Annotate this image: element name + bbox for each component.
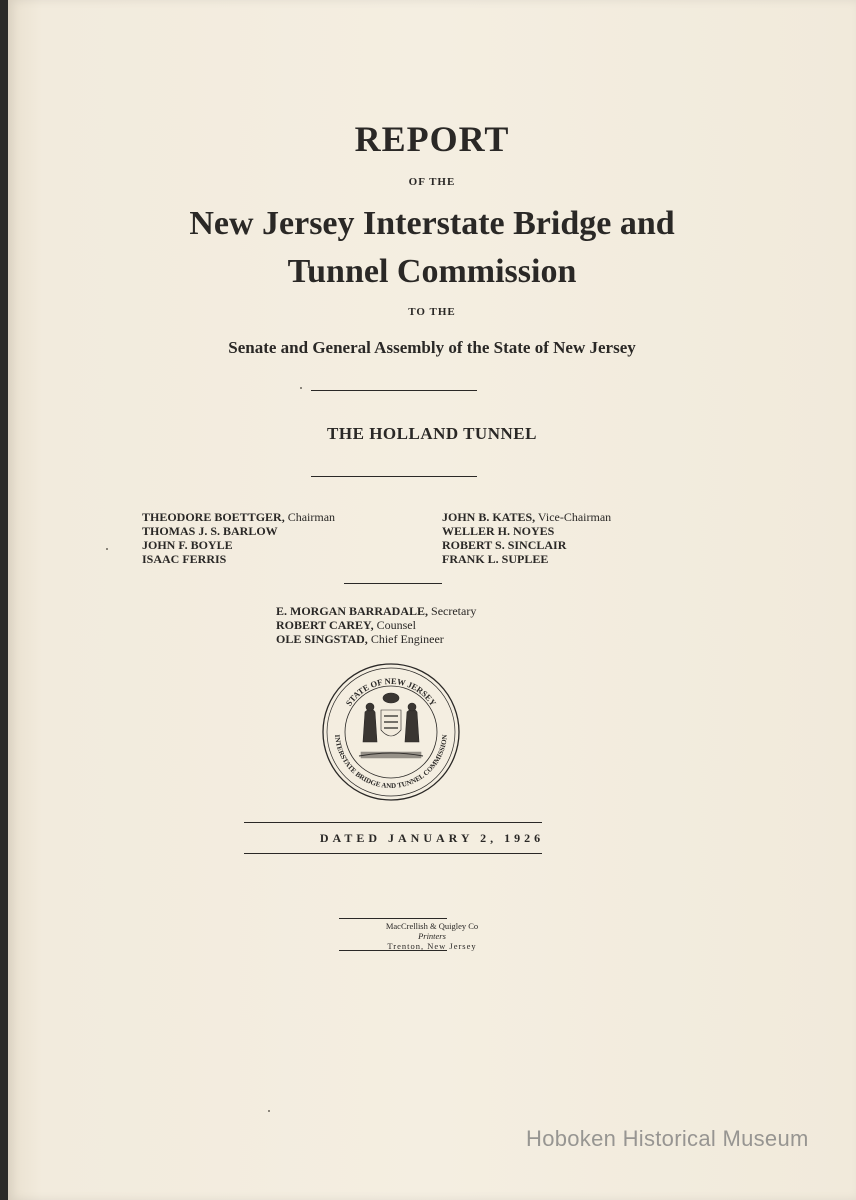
commissioner-entry [142, 524, 335, 538]
commissioner-name: ROBERT S. SINCLAIR [442, 538, 567, 552]
commissioner-role: Vice-Chairman [535, 510, 612, 524]
seal-top-text: STATE OF NEW JERSEY [343, 675, 439, 708]
to-the-text: TO THE [408, 306, 456, 318]
officers-list [276, 604, 476, 646]
commissioner-name: ISAAC FERRIS [142, 552, 227, 566]
subject-heading: THE HOLLAND TUNNEL [327, 424, 537, 443]
state-seal-icon [321, 662, 461, 802]
officer-name: E. MORGAN BARRADALE, [276, 604, 429, 618]
commissioners-right-column [442, 510, 611, 566]
recipient-line: Senate and General Assembly of the State of New Jersey [228, 338, 636, 357]
commissioner-name: THOMAS J. S. BARLOW [142, 524, 278, 538]
date-line: DATED JANUARY 2, 1926 [319, 831, 545, 845]
commissioner-entry [142, 552, 335, 566]
officer-entry [276, 632, 476, 646]
of-the-text: OF THE [408, 176, 456, 188]
report-heading: REPORT [354, 119, 510, 159]
museum-watermark: Hoboken Historical Museum [526, 1126, 809, 1151]
commission-title-line1: New Jersey Interstate Bridge and [189, 205, 675, 242]
divider [311, 476, 477, 477]
commissioner-entry [442, 524, 611, 538]
commissioner-entry [442, 538, 611, 552]
divider [244, 853, 542, 854]
officer-entry [276, 604, 476, 618]
divider [344, 583, 442, 584]
printer-imprint [8, 918, 856, 951]
commissioner-name: THEODORE BOETTGER, [142, 510, 285, 524]
seal-bottom-text: INTERSTATE BRIDGE AND TUNNEL COMMISSION [333, 734, 449, 791]
officer-name: ROBERT CAREY, [276, 618, 374, 632]
officer-role: Chief Engineer [367, 632, 444, 646]
officer-role: Counsel [373, 618, 416, 632]
officer-role: Secretary [428, 604, 477, 618]
commissioner-name: JOHN F. BOYLE [142, 538, 233, 552]
document-page [8, 0, 856, 1200]
commissioner-name: WELLER H. NOYES [442, 524, 555, 538]
divider [244, 822, 542, 823]
commissioner-entry [142, 510, 335, 524]
commissioners-left-column [142, 510, 335, 566]
officer-entry [276, 618, 476, 632]
commission-title-line2: Tunnel Commission [287, 253, 577, 290]
paper-speck [106, 548, 108, 550]
commissioner-entry [442, 510, 611, 524]
commissioner-role: Chairman [284, 510, 336, 524]
commissioner-name: FRANK L. SUPLEE [442, 552, 549, 566]
commissioner-entry [442, 552, 611, 566]
printer-name: MacCrellish & Quigley Co [385, 921, 479, 931]
paper-speck [268, 1110, 270, 1112]
commissioner-entry [142, 538, 335, 552]
divider [311, 390, 477, 391]
printer-divider [339, 950, 447, 951]
paper-speck [300, 387, 302, 389]
officer-name: OLE SINGSTAD, [276, 632, 368, 646]
printer-location: Trenton, New Jersey [387, 941, 477, 951]
printer-label: Printers [418, 931, 446, 941]
commissioner-name: JOHN B. KATES, [442, 510, 536, 524]
